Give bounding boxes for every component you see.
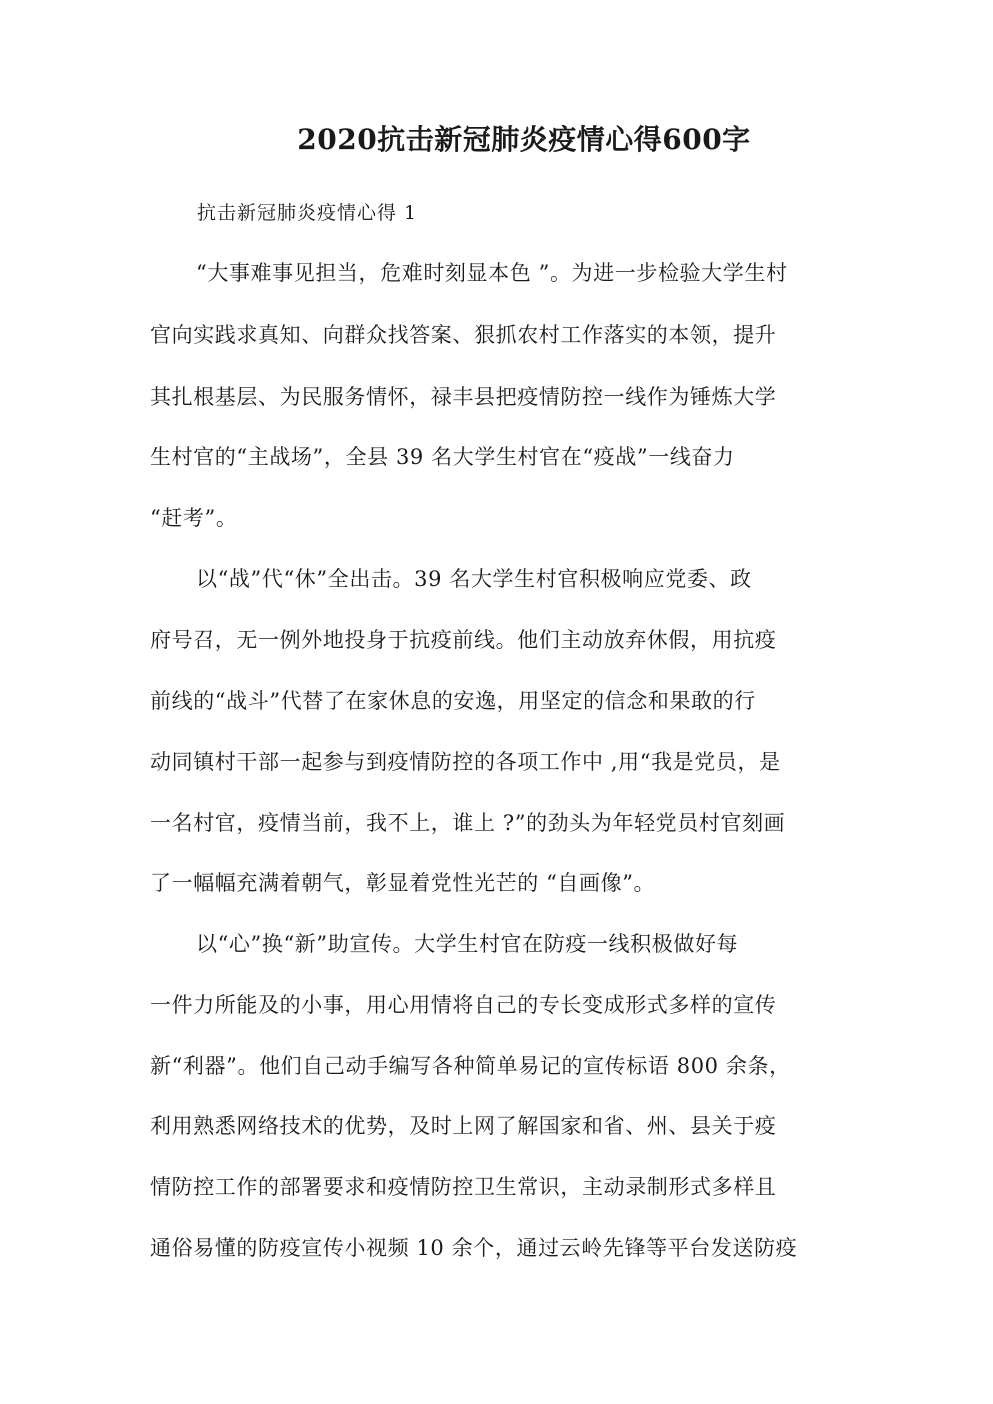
document-title: 2020抗击新冠肺炎疫情心得600字 [297,123,751,156]
body-line: 官向实践求真知、向群众找答案、狠抓农村工作落实的本领，提升 [150,323,777,347]
body-line: 一名村官，疫情当前，我不上，谁上 ?”的劲头为年轻党员村官刻画 [150,811,786,835]
body-line: 动同镇村干部一起参与到疫情防控的各项工作中 ,用“我是党员，是 [150,750,781,774]
body-line: 了一幅幅充满着朝气，彰显着党性光芒的 “自画像”。 [150,871,656,895]
body-line: 前线的“战斗”代替了在家休息的安逸，用坚定的信念和果敢的行 [150,689,756,713]
body-line: “大事难事见担当，危难时刻显本色 ”。为进一步检验大学生村 [196,261,788,285]
body-line: 利用熟悉网络技术的优势，及时上网了解国家和省、州、县关于疫 [150,1114,777,1138]
body-line: 通俗易懂的防疫宣传小视频 10 余个，通过云岭先锋等平台发送防疫 [150,1236,798,1260]
body-line: 以“心”换“新”助宣传。大学生村官在防疫一线积极做好每 [196,932,739,956]
body-line: 以“战”代“休”全出击。39 名大学生村官积极响应党委、政 [196,567,752,591]
body-line: 情防控工作的部署要求和疫情防控卫生常识，主动录制形式多样且 [150,1175,777,1199]
body-line: 府号召，无一例外地投身于抗疫前线。他们主动放弃休假，用抗疫 [150,628,777,652]
section-subtitle: 抗击新冠肺炎疫情心得 1 [197,202,418,224]
body-line: 一件力所能及的小事，用心用情将自己的专长变成形式多样的宣传 [150,993,777,1017]
body-line: “赶考”。 [150,506,238,530]
body-line: 其扎根基层、为民服务情怀，禄丰县把疫情防控一线作为锤炼大学 [150,385,777,409]
body-line: 生村官的“主战场”，全县 39 名大学生村官在“疫战”一线奋力 [150,445,735,469]
body-line: 新“利器”。他们自己动手编写各种简单易记的宣传标语 800 余条， [150,1054,791,1078]
